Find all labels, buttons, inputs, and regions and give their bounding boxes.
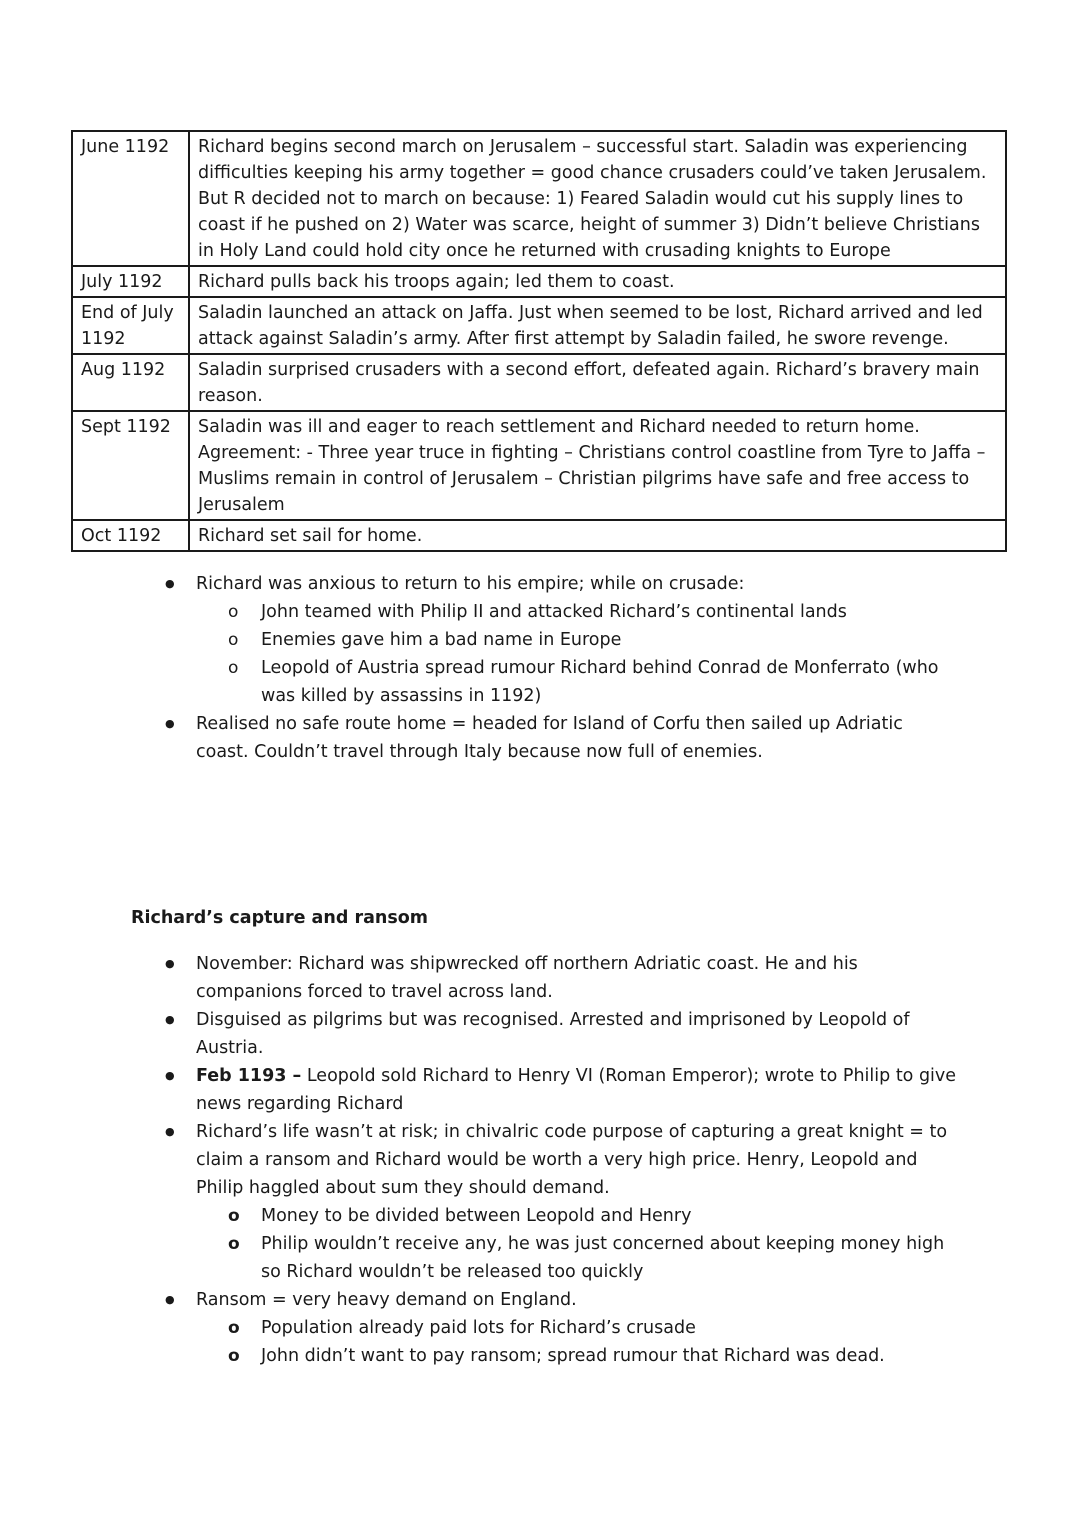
section-heading: Richard’s capture and ransom bbox=[131, 908, 429, 928]
capture-notes-list bbox=[160, 950, 960, 1370]
date-cell: Aug 1192 bbox=[72, 354, 189, 411]
list-item bbox=[160, 710, 960, 766]
list-item-text: Ransom = very heavy demand on England. bbox=[196, 1290, 577, 1310]
date-cell: July 1192 bbox=[72, 266, 189, 297]
list-item-text: Disguised as pilgrims but was recognised. Arrested and imprisoned by Leopold of Austria. bbox=[196, 1010, 910, 1058]
return-notes-list bbox=[160, 570, 960, 766]
list-item bbox=[160, 570, 960, 710]
list-item bbox=[160, 1006, 960, 1062]
sub-list-item: o John teamed with Philip II and attacked Richard’s continental lands bbox=[196, 598, 960, 626]
sub-list bbox=[196, 1202, 960, 1286]
list-item bbox=[160, 950, 960, 1006]
table-row bbox=[72, 411, 1006, 520]
sub-list-item: o Population already paid lots for Richard’s crusade bbox=[196, 1314, 960, 1342]
event-cell: Saladin launched an attack on Jaffa. Just when seemed to be lost, Richard arrived and led attack against Saladin’s army. After first attempt by Saladin failed, he swore revenge. bbox=[189, 297, 1006, 354]
list-item-text: Realised no safe route home = headed for Island of Corfu then sailed up Adriatic coast. Couldn’t travel through Italy because now full of enemies. bbox=[196, 714, 903, 762]
date-cell: Oct 1192 bbox=[72, 520, 189, 551]
list-item-text: November: Richard was shipwrecked off northern Adriatic coast. He and his companions forced to travel across land. bbox=[196, 954, 858, 1002]
event-cell: Saladin surprised crusaders with a second effort, defeated again. Richard’s bravery main reason. bbox=[189, 354, 1006, 411]
list-item-text: Leopold sold Richard to Henry VI (Roman Emperor); wrote to Philip to give news regarding Richard bbox=[196, 1066, 957, 1114]
event-cell: Richard begins second march on Jerusalem – successful start. Saladin was experiencing difficulties keeping his army together = good chance crusaders could’ve taken Jerusalem. But R decided not to march on because: 1) Feared Saladin would cut his supply lines to coast if he pushed on 2) Water was scarce, height of summer 3) Didn’t believe Christians in Holy Land could hold city once he returned with crusading knights to Europe bbox=[189, 131, 1006, 266]
sub-list-item: o John didn’t want to pay ransom; spread rumour that Richard was dead. bbox=[196, 1342, 960, 1370]
table-row bbox=[72, 297, 1006, 354]
event-cell: Richard pulls back his troops again; led them to coast. bbox=[189, 266, 1006, 297]
sub-list bbox=[196, 1314, 960, 1370]
timeline-table bbox=[71, 130, 1007, 552]
sub-list bbox=[196, 598, 960, 710]
list-item bbox=[160, 1062, 960, 1118]
table-row bbox=[72, 266, 1006, 297]
list-item bbox=[160, 1118, 960, 1286]
table-row bbox=[72, 520, 1006, 551]
date-label: Feb 1193 – bbox=[196, 1066, 302, 1086]
date-cell: June 1192 bbox=[72, 131, 189, 266]
list-item-text: Richard was anxious to return to his empire; while on crusade: bbox=[196, 574, 745, 594]
event-cell: Saladin was ill and eager to reach settlement and Richard needed to return home. Agreement: - Three year truce in fighting – Christians control coastline from Tyre to Jaffa – Muslims remain in control of Jerusalem – Christian pilgrims have safe and free access to Jerusalem bbox=[189, 411, 1006, 520]
table-row bbox=[72, 131, 1006, 266]
event-cell: Richard set sail for home. bbox=[189, 520, 1006, 551]
table-row bbox=[72, 354, 1006, 411]
list-item-text: Richard’s life wasn’t at risk; in chivalric code purpose of capturing a great knight = to claim a ransom and Richard would be worth a very high price. Henry, Leopold and Philip haggled about sum they should demand. bbox=[196, 1122, 948, 1198]
sub-list-item: o Leopold of Austria spread rumour Richard behind Conrad de Monferrato (who was killed by assassins in 1192) bbox=[196, 654, 960, 710]
date-cell: End of July 1192 bbox=[72, 297, 189, 354]
sub-list-item: o Money to be divided between Leopold and Henry bbox=[196, 1202, 960, 1230]
sub-list-item: o Philip wouldn’t receive any, he was just concerned about keeping money high so Richard wouldn’t be released too quickly bbox=[196, 1230, 960, 1286]
sub-list-item: o Enemies gave him a bad name in Europe bbox=[196, 626, 960, 654]
date-cell: Sept 1192 bbox=[72, 411, 189, 520]
list-item bbox=[160, 1286, 960, 1370]
